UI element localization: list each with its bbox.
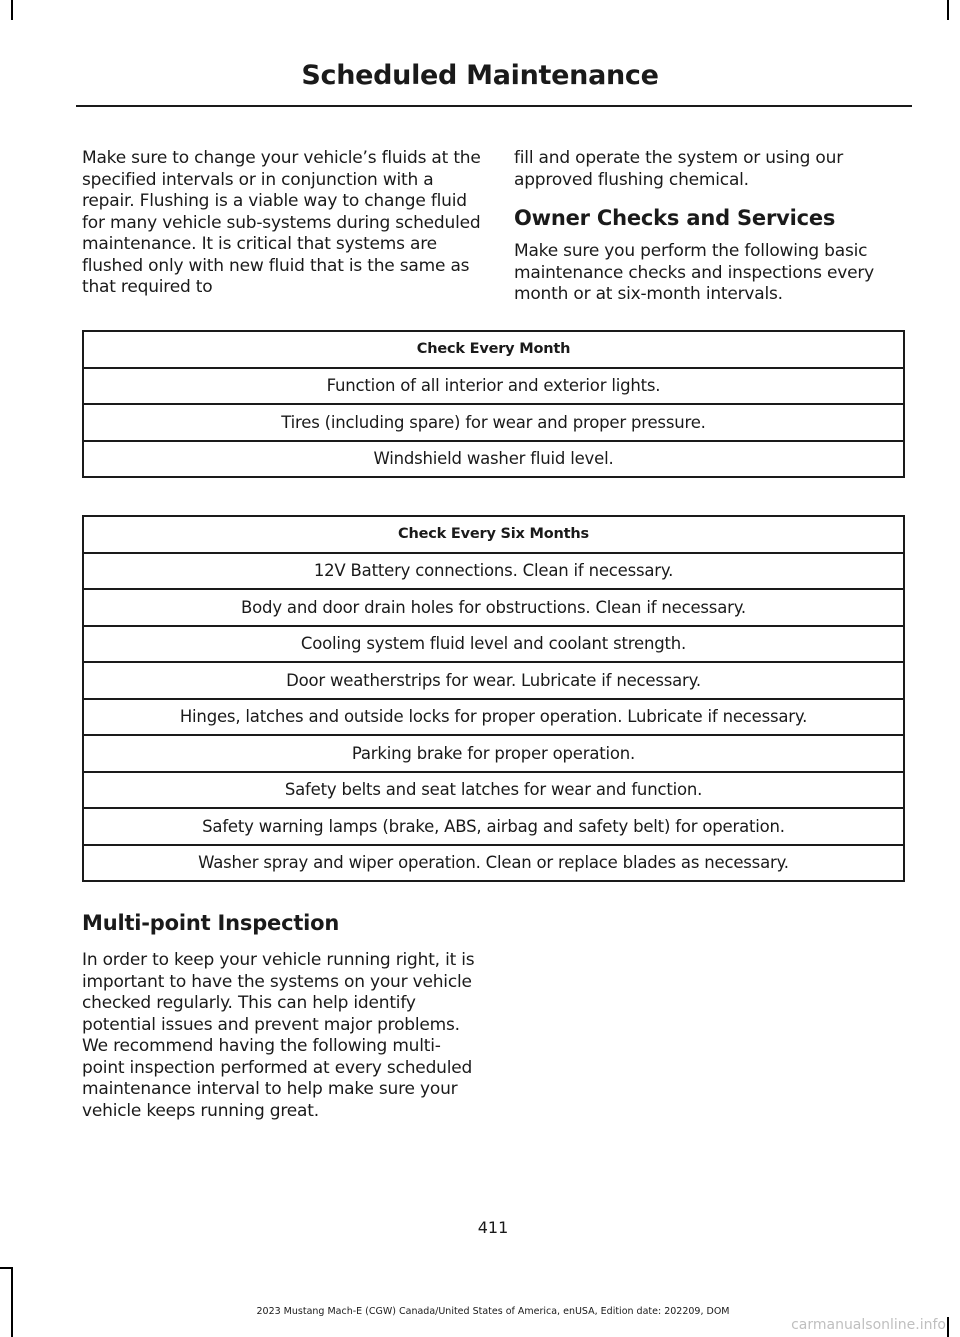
intro-paragraph-right: fill and operate the system or using our approved flushing chemical. xyxy=(514,148,843,190)
table-row xyxy=(83,808,904,845)
monthly-checks-table xyxy=(82,330,905,478)
table-cell: Function of all interior and exterior lights. xyxy=(83,368,904,405)
page-title: Scheduled Maintenance xyxy=(301,60,659,91)
table-row xyxy=(83,662,904,699)
crop-mark-bottom-right xyxy=(947,1317,949,1337)
inspection-heading: Multi-point Inspection xyxy=(82,911,340,935)
table-cell: Washer spray and wiper operation. Clean or replace blades as necessary. xyxy=(83,845,904,882)
intro-column-left xyxy=(82,148,482,313)
table-row xyxy=(83,441,904,478)
inspection-text: In order to keep your vehicle running right, it is important to have the systems on your vehicle checked regularly. This can help identify potential issues and prevent major problems. We recommend having the following multi-point inspection performed at every scheduled maintenance interval to help make sure your vehicle keeps running great. xyxy=(82,950,475,1121)
owner-checks-heading: Owner Checks and Services xyxy=(514,206,836,230)
table-row xyxy=(83,626,904,663)
table-row xyxy=(83,553,904,590)
table-cell: Hinges, latches and outside locks for proper operation. Lubricate if necessary. xyxy=(83,699,904,736)
table-cell: Safety belts and seat latches for wear and function. xyxy=(83,772,904,809)
table-row xyxy=(83,699,904,736)
table-cell: Parking brake for proper operation. xyxy=(83,735,904,772)
monthly-table-header: Check Every Month xyxy=(83,331,904,368)
crop-mark-top-left xyxy=(11,0,13,20)
crop-mark-bottom-left xyxy=(11,1267,13,1337)
intro-paragraph-left: Make sure to change your vehicle’s fluids at the specified intervals or in conjunction with a repair. Flushing is a viable way to change fluid for many vehicle sub-systems during scheduled maintenance. It is critical that systems are flushed only with new fluid that is the same as that required to xyxy=(82,148,481,297)
table-cell: Door weatherstrips for wear. Lubricate if necessary. xyxy=(83,662,904,699)
table-header-row xyxy=(83,516,904,553)
page-number: 411 xyxy=(477,1218,509,1237)
six-month-checks-table xyxy=(82,515,905,882)
table-cell: 12V Battery connections. Clean if necessary. xyxy=(83,553,904,590)
table-row xyxy=(83,404,904,441)
table-header-row xyxy=(83,331,904,368)
table-row xyxy=(83,368,904,405)
table-row xyxy=(83,772,904,809)
table-cell: Body and door drain holes for obstructions. Clean if necessary. xyxy=(83,589,904,626)
intro-column-right xyxy=(514,148,909,320)
owner-checks-text: Make sure you perform the following basic maintenance checks and inspections every month or at six-month intervals. xyxy=(514,241,874,304)
header-divider xyxy=(76,105,912,107)
table-row xyxy=(83,589,904,626)
six-month-table-header: Check Every Six Months xyxy=(83,516,904,553)
watermark: carmanualsonline.info xyxy=(791,1317,946,1333)
table-cell: Tires (including spare) for wear and proper pressure. xyxy=(83,404,904,441)
multi-point-inspection-section xyxy=(82,910,482,1122)
table-row xyxy=(83,845,904,882)
table-cell: Windshield washer fluid level. xyxy=(83,441,904,478)
table-row xyxy=(83,735,904,772)
crop-mark-bottom-left-horizontal xyxy=(0,1267,13,1269)
edition-footer: 2023 Mustang Mach-E (CGW) Canada/United States of America, enUSA, Edition date: 202209, DOM xyxy=(256,1306,730,1317)
crop-mark-top-right xyxy=(947,0,949,20)
table-cell: Safety warning lamps (brake, ABS, airbag and safety belt) for operation. xyxy=(83,808,904,845)
table-cell: Cooling system fluid level and coolant strength. xyxy=(83,626,904,663)
